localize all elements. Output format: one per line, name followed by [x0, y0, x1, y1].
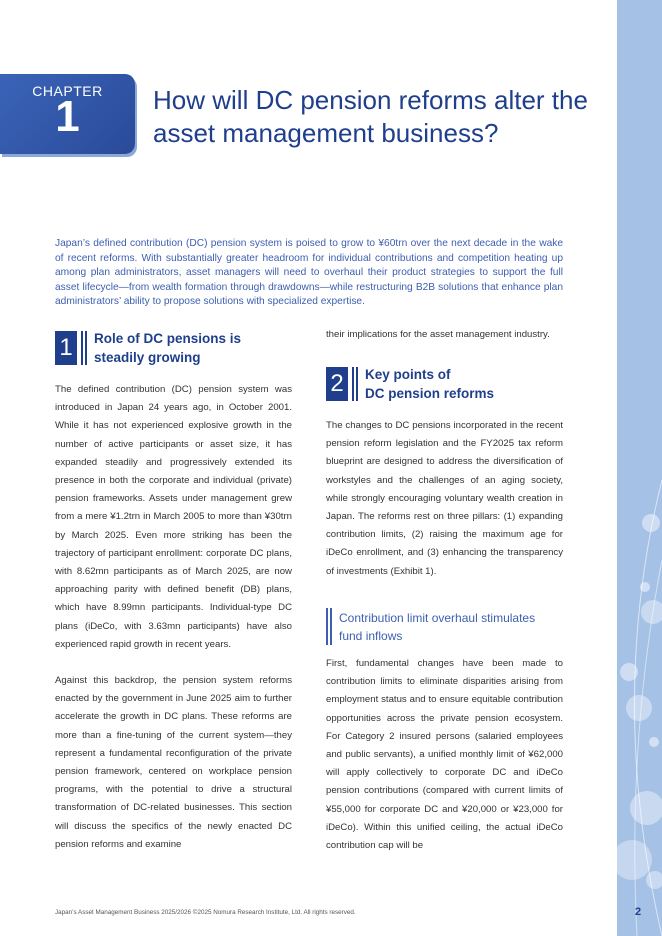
- right-column-top: [326, 326, 563, 344]
- heading-bar: [85, 331, 87, 365]
- section-2-heading: [326, 367, 563, 401]
- section-2-body: [326, 417, 563, 581]
- section-1-paragraph-2: Against this backdrop, the pension system reforms enacted by the government in June 2025 aim to further accelerate the growth in DC plans. These reforms are more than a fine-tuning of the current system—they represent a fundamental reconfiguration of the private pension framework, centered on workplace pension programs, with the potential to drive a structural transformation of DC-related businesses. This section will discuss the specifics of the newly enacted DC pension reforms and examine: [55, 675, 292, 850]
- section-2-title: [365, 365, 494, 403]
- heading-bar: [352, 367, 354, 401]
- bubble-decoration: [617, 0, 662, 936]
- section-2-paragraph-2: First, fundamental changes have been made to contribution limits to eliminate disparities arising from employment status and to ensure equitable contribution opportunities across the private pension ecosystem. For Category 2 insured persons (salaried employees and public servants), a unified monthly limit of ¥62,000 will apply collectively to corporate DC and iDeCo pension contributions (compared with current limits of ¥55,000 for corporate DC and ¥20,000 or ¥23,000 for iDeCo). Within this unified ceiling, the actual iDeCo contribution cap will be: [326, 658, 563, 852]
- heading-bar: [81, 331, 83, 365]
- section-2-paragraph-1: The changes to DC pensions incorporated in the recent pension reform legislation and the FY2025 tax reform blueprint are designed to address the diversification of workstyles and the challenges of an aging society, while strongly encouraging voluntary wealth creation in Japan. The reforms rest on three pillars: (1) expanding contribution limits, (2) raising the maximum age for iDeCo enrollment, and (3) enhancing the transparency of investments (Exhibit 1).: [326, 420, 563, 577]
- subheading-bar: [326, 608, 328, 645]
- section-1-title-line-2: steadily growing: [94, 350, 201, 365]
- chapter-badge: [0, 74, 135, 154]
- section-1-title: [94, 329, 241, 367]
- chapter-number: 1: [55, 92, 80, 141]
- subheading-bar: [330, 608, 332, 645]
- section-1-paragraph-1: The defined contribution (DC) pension system was introduced in Japan 24 years ago, in October 2001. While it has not experienced explosive growth in the number of active participants or asset size, it has expanded steadily and progressively extended its presence in both the corporate and individual (private) pension frameworks. Assets under management grew from a mere ¥1.2trn in March 2005 to more than ¥30trn by March 2025. Even more striking has been the trajectory of participant enrollment: corporate DC plans, with 8.62mn participants as of March 2025, are now approaching parity with defined benefit (DB) plans, which have 8.99mn participants. Individual-type DC plans (iDeCo, with 3.63mn participants) have also experienced rapid growth in recent years.: [55, 384, 292, 650]
- footer-copyright: Japan’s Asset Management Business 2025/2026 ©2025 Nomura Research Institute, Ltd. All rights reserved.: [55, 909, 356, 916]
- chapter-label: CHAPTER: [32, 83, 103, 99]
- section-2-number: 2: [326, 367, 348, 401]
- decorative-sidebar: [617, 0, 662, 936]
- section-1-title-line-1: Role of DC pensions is: [94, 331, 242, 346]
- section-2-body-continued: [326, 655, 563, 855]
- chapter-title: How will DC pension reforms alter the asset management business?: [153, 85, 588, 148]
- subsection-title-line-1: Contribution limit overhaul stimulates: [339, 611, 536, 625]
- intro-paragraph: Japan’s defined contribution (DC) pension system is poised to grow to ¥60trn over the next decade in the wake of recent reforms. With substantially greater headroom for individual contributions and competition heating up among plan administrators, asset managers will need to overhaul their product strategies to support the full asset lifecycle—from wealth formation through drawdowns—while restructuring B2B solutions that enhance plan administrators’ ability to propose solutions with specialized expertise.: [55, 238, 563, 308]
- subsection-title-line-2: fund inflows: [339, 629, 403, 643]
- left-column: [55, 381, 292, 854]
- section-1-number: 1: [55, 331, 77, 365]
- section-2-title-line-1: Key points of: [365, 367, 451, 382]
- section-1-heading: [55, 331, 292, 365]
- heading-bar: [356, 367, 358, 401]
- subsection-title: [339, 609, 535, 645]
- section-2-title-line-2: DC pension reforms: [365, 386, 495, 401]
- page-number: 2: [634, 906, 642, 918]
- section-1-continuation: their implications for the asset management industry.: [326, 329, 550, 340]
